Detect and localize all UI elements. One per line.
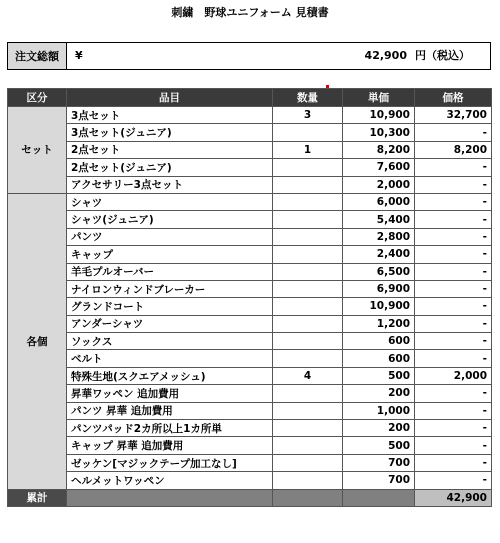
qty-cell xyxy=(273,420,343,437)
price-cell: - xyxy=(415,472,492,489)
item-name-cell: アンダーシャツ xyxy=(67,315,273,332)
unit-price-cell: 10,300 xyxy=(343,124,415,141)
price-cell: - xyxy=(415,228,492,245)
header-unit-price: 単価 xyxy=(343,89,415,107)
table-row xyxy=(8,437,492,454)
estimate-table xyxy=(7,88,492,507)
price-cell: 8,200 xyxy=(415,141,492,158)
subtotal-label: 累計 xyxy=(8,489,67,506)
price-cell: - xyxy=(415,350,492,367)
unit-price-cell: 500 xyxy=(343,437,415,454)
unit-price-cell: 700 xyxy=(343,454,415,471)
table-body xyxy=(8,107,492,507)
unit-price-cell: 5,400 xyxy=(343,211,415,228)
category-cell: 各個 xyxy=(8,193,67,489)
qty-cell xyxy=(273,385,343,402)
qty-cell xyxy=(273,298,343,315)
item-name-cell: 2点セット xyxy=(67,141,273,158)
table-row xyxy=(8,454,492,471)
price-cell: - xyxy=(415,211,492,228)
price-cell: - xyxy=(415,246,492,263)
header-price: 価格 xyxy=(415,89,492,107)
currency-symbol: ¥ xyxy=(75,49,83,62)
item-name-cell: グランドコート xyxy=(67,298,273,315)
price-cell: - xyxy=(415,333,492,350)
price-cell: - xyxy=(415,298,492,315)
qty-cell xyxy=(273,402,343,419)
table-row xyxy=(8,367,492,384)
qty-cell xyxy=(273,176,343,193)
qty-cell xyxy=(273,193,343,210)
table-row xyxy=(8,193,492,210)
item-name-cell: 特殊生地(スクエアメッシュ) xyxy=(67,367,273,384)
qty-cell: 1 xyxy=(273,141,343,158)
table-row xyxy=(8,402,492,419)
table-row xyxy=(8,107,492,124)
unit-price-cell: 6,500 xyxy=(343,263,415,280)
unit-price-cell: 2,800 xyxy=(343,228,415,245)
item-name-cell: ベルト xyxy=(67,350,273,367)
item-name-cell: ヘルメットワッペン xyxy=(67,472,273,489)
item-name-cell: シャツ xyxy=(67,193,273,210)
subtotal-value: 42,900 xyxy=(415,489,492,506)
qty-cell xyxy=(273,333,343,350)
category-cell: セット xyxy=(8,107,67,194)
unit-price-cell: 200 xyxy=(343,420,415,437)
order-total-value xyxy=(67,43,490,69)
table-row xyxy=(8,124,492,141)
table-row xyxy=(8,472,492,489)
unit-price-cell: 6,000 xyxy=(343,193,415,210)
page-title: 刺繍 野球ユニフォーム 見積書 xyxy=(171,6,329,19)
unit-price-cell: 1,200 xyxy=(343,315,415,332)
qty-cell xyxy=(273,437,343,454)
price-cell: - xyxy=(415,420,492,437)
table-row xyxy=(8,298,492,315)
price-cell: - xyxy=(415,263,492,280)
order-total-unit: 円（税込） xyxy=(415,49,470,62)
table-row xyxy=(8,280,492,297)
qty-cell xyxy=(273,159,343,176)
table-header-row xyxy=(8,89,492,107)
table-row xyxy=(8,420,492,437)
table-row xyxy=(8,141,492,158)
qty-cell xyxy=(273,124,343,141)
item-name-cell: 昇華ワッペン 追加費用 xyxy=(67,385,273,402)
item-name-cell: パンツパッド2カ所以上1カ所単 xyxy=(67,420,273,437)
price-cell: - xyxy=(415,124,492,141)
unit-price-cell: 2,400 xyxy=(343,246,415,263)
table-row xyxy=(8,333,492,350)
item-name-cell: パンツ 昇華 追加費用 xyxy=(67,402,273,419)
qty-cell xyxy=(273,472,343,489)
item-name-cell: パンツ xyxy=(67,228,273,245)
subtotal-filler xyxy=(343,489,415,506)
item-name-cell: キャップ 昇華 追加費用 xyxy=(67,437,273,454)
table-row xyxy=(8,228,492,245)
price-cell: - xyxy=(415,385,492,402)
unit-price-cell: 2,000 xyxy=(343,176,415,193)
unit-price-cell: 1,000 xyxy=(343,402,415,419)
subtotal-filler xyxy=(67,489,273,506)
qty-cell xyxy=(273,211,343,228)
order-total-box xyxy=(7,42,491,70)
subtotal-row xyxy=(8,489,492,506)
unit-price-cell: 600 xyxy=(343,333,415,350)
table-row xyxy=(8,211,492,228)
price-cell: - xyxy=(415,437,492,454)
item-name-cell: ソックス xyxy=(67,333,273,350)
item-name-cell: シャツ(ジュニア) xyxy=(67,211,273,228)
qty-cell xyxy=(273,454,343,471)
unit-price-cell: 700 xyxy=(343,472,415,489)
unit-price-cell: 8,200 xyxy=(343,141,415,158)
unit-price-cell: 6,900 xyxy=(343,280,415,297)
table-row xyxy=(8,159,492,176)
table-row xyxy=(8,315,492,332)
table-row xyxy=(8,246,492,263)
price-cell: 2,000 xyxy=(415,367,492,384)
order-total-label: 注文総額 xyxy=(8,43,67,69)
unit-price-cell: 10,900 xyxy=(343,298,415,315)
qty-cell xyxy=(273,280,343,297)
item-name-cell: 3点セット xyxy=(67,107,273,124)
price-cell: - xyxy=(415,193,492,210)
qty-cell xyxy=(273,263,343,280)
unit-price-cell: 500 xyxy=(343,367,415,384)
unit-price-cell: 10,900 xyxy=(343,107,415,124)
unit-price-cell: 7,600 xyxy=(343,159,415,176)
header-category: 区分 xyxy=(8,89,67,107)
price-cell: - xyxy=(415,402,492,419)
qty-cell: 3 xyxy=(273,107,343,124)
price-cell: - xyxy=(415,159,492,176)
item-name-cell: 羊毛プルオーバー xyxy=(67,263,273,280)
qty-cell xyxy=(273,350,343,367)
price-cell: - xyxy=(415,454,492,471)
unit-price-cell: 200 xyxy=(343,385,415,402)
item-name-cell: 2点セット(ジュニア) xyxy=(67,159,273,176)
table-row xyxy=(8,350,492,367)
price-cell: 32,700 xyxy=(415,107,492,124)
price-cell: - xyxy=(415,315,492,332)
qty-cell: 4 xyxy=(273,367,343,384)
order-total-amount: 42,900 xyxy=(364,49,407,62)
qty-cell xyxy=(273,315,343,332)
qty-cell xyxy=(273,228,343,245)
item-name-cell: ナイロンウィンドブレーカー xyxy=(67,280,273,297)
subtotal-filler xyxy=(273,489,343,506)
item-name-cell: 3点セット(ジュニア) xyxy=(67,124,273,141)
table-row xyxy=(8,176,492,193)
table-row xyxy=(8,385,492,402)
header-qty: 数量 xyxy=(273,89,343,107)
price-cell: - xyxy=(415,176,492,193)
item-name-cell: アクセサリー3点セット xyxy=(67,176,273,193)
price-cell: - xyxy=(415,280,492,297)
item-name-cell: キャップ xyxy=(67,246,273,263)
qty-cell xyxy=(273,246,343,263)
item-name-cell: ゼッケン[マジックテープ加工なし] xyxy=(67,454,273,471)
header-item: 品目 xyxy=(67,89,273,107)
table-row xyxy=(8,263,492,280)
unit-price-cell: 600 xyxy=(343,350,415,367)
